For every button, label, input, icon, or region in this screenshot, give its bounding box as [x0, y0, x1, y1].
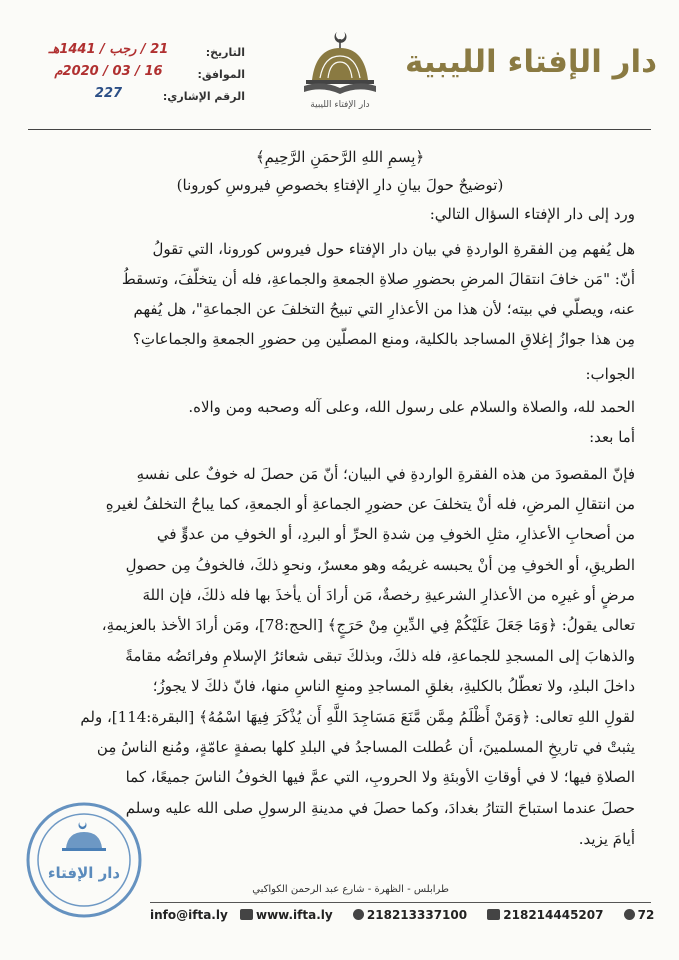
po-box: 72	[637, 908, 655, 922]
answer-line-1: فإنّ المقصودَ من هذه الفقرةِ الواردةِ في البيان؛ أنّ مَن حصلَ له خوفٌ على نفسهِ	[136, 465, 635, 483]
footer-address: طرابلس - الظهرة - شارع عبد الرحمن الكواكبي	[252, 884, 449, 895]
answer-line-12: حصلَ عندما استباحَ التتارُ بغدادَ، وكما حصلَ في مدينةِ الرسولِ صلى الله عليه وسلم	[125, 799, 635, 817]
fax-icon	[487, 909, 500, 920]
footer-divider	[150, 902, 651, 903]
stamp-text: دار الإفتاء	[47, 864, 121, 882]
ref-label: الرقم الإشاري:	[162, 90, 245, 103]
question-line-1: هل يُفهم مِن الفقرةِ الواردةِ في بيان دار الإفتاء حول فيروس كورونا، التي تقولُ	[152, 240, 635, 258]
phone-number: 218214445207	[503, 908, 604, 922]
answer-line-7: والذهابَ إلى المسجدِ للجماعةِ، فله ذلكَ، وبذلكَ تبقى شعائرُ الإسلامِ وفرائضُه مقامةً	[125, 647, 635, 665]
answer-line-5: مرضٍ أو غيرِه من الأعذارِ الشرعيةِ رخصةٌ، مَن أرادَ أن يأخذَ بها فله ذلكَ، فإن اللهَ	[142, 586, 635, 604]
brand-name: دار الإفتاء الليبية	[405, 44, 657, 80]
document-meta	[40, 42, 245, 108]
fax-number: 218213337100	[366, 908, 468, 922]
hijri-date-row	[40, 42, 245, 64]
question-line-4: مِن هذا جوازُ إغلاقِ المساجد بالكلية، ومنع المصلّين مِن حضورِ الجمعةِ والجماعاتِ؟	[132, 330, 635, 348]
basmala: ﴿بِسمِ اللهِ الرَّحمَنِ الرَّحِيمِ﴾	[255, 148, 425, 166]
reference-value: 227	[94, 86, 123, 101]
reference-row	[40, 86, 245, 108]
date-label: التاريخ:	[205, 46, 245, 59]
answer-line-4: الطريقِ، أو الخوفِ مِن أنْ يحبسه غريمُه وهو معسرٌ، ونحوِ ذلكَ، فالخوفُ مِن حصولِ	[125, 556, 635, 574]
answer-line-11: الصلاةِ فيها؛ لا في أوقاتِ الأوبئةِ ولا الحروبِ، التي عمَّ فيها الخوفُ الناسَ جميعًا، كما	[125, 768, 635, 786]
website[interactable]: www.ifta.ly	[255, 908, 333, 922]
header-divider	[28, 129, 651, 130]
intro-line: ورد إلى دار الإفتاء السؤال التالي:	[429, 205, 635, 223]
footer-contacts	[150, 908, 655, 922]
praise-line: الحمد لله، والصلاة والسلام على رسول الله، وعلى آله وصحبه ومن والاه.	[188, 398, 635, 416]
answer-line-6: تعالى يقولُ: ﴿وَمَا جَعَلَ عَلَيْكُمْ فِي الدِّينِ مِنْ حَرَجٍ﴾ [الحج:78]، ومَن أرادَ الأخذ بالعزيمةِ،	[101, 616, 635, 634]
email[interactable]: info@ifta.ly	[150, 908, 228, 922]
gregorian-date-row	[40, 64, 245, 86]
hijri-date-value: 21 / رجب / 1441هـ	[48, 42, 169, 57]
answer-line-10: يثبتْ في تاريخِ المسلمينَ، أن عُطلت المساجدُ في البلدِ كلها بصفةٍ عامّةٍ، ومُنع الناسُ مِن	[96, 738, 635, 756]
document-title: (توضيحٌ حولَ بيانِ دارِ الإفتاءِ بخصوصِ فيروسِ كورونا)	[176, 176, 504, 194]
logo-caption: دار الإفتاء الليبية	[310, 100, 370, 110]
question-line-3: عنه، ويصلّي في بيته؛ لأن هذا من الأعذارِ التي تبيحُ التخلفَ عن الجماعةِ"، هل يُفهم	[133, 300, 635, 318]
answer-line-2: من انتقالِ المرضِ، فله أنْ يتخلفَ عن حضورِ الجماعةِ أو الجمعةِ، كما يباحُ التخلفُ لغيرهِ	[105, 495, 635, 513]
answer-line-8: داخلَ البلدِ، ولا تعطّلُ بالكليةِ، بغلقِ المساجدِ ومنعِ الناسِ منها، فانّ ذلكَ لا يجوزُ؛	[152, 677, 635, 695]
mailbox-icon	[624, 909, 635, 920]
answer-line-9: لقولِ اللهِ تعالى: ﴿وَمَنْ أَظْلَمُ مِمَّن مَّنَعَ مَسَاجِدَ اللَّهِ أَن يُذْكَرَ فِيهَا اسْمُهُ﴾ [البقرة:114]، ولم	[80, 708, 635, 726]
phone-icon	[353, 909, 364, 920]
answer-line-13: أيامَ يزيد.	[578, 830, 635, 848]
gregorian-date-value: 16 / 03 / 2020م	[54, 64, 163, 79]
greg-label: الموافق:	[197, 68, 245, 81]
answer-label: الجواب:	[585, 365, 635, 383]
answer-line-3: من أصحابِ الأعذارِ، مثلِ الخوفِ مِن شدةِ الحرِّ أو البردِ، أو الخوفِ من عدوٍّ في	[156, 525, 635, 543]
official-stamp-icon	[24, 800, 144, 920]
amma-line: أما بعد:	[589, 428, 635, 446]
computer-icon	[240, 909, 253, 920]
question-line-2: أنّ: "مَن خافَ انتقالَ المرضِ بحضورِ صلاةِ الجمعةِ والجماعةِ، فله أن يتخلّفَ، وتسقطُ	[121, 270, 635, 288]
